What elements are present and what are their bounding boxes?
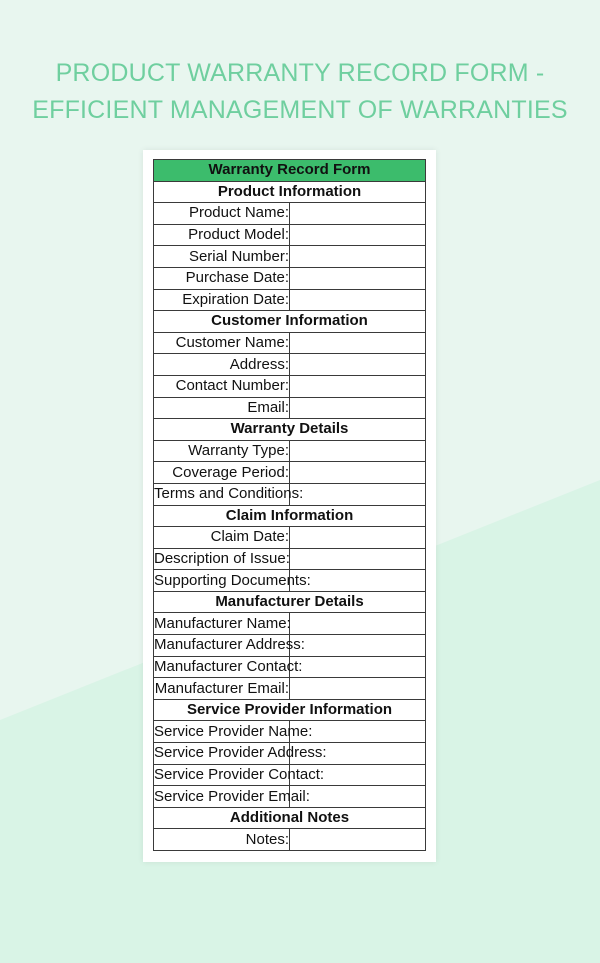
field-label: Notes: [154,829,290,851]
field-row [154,678,426,700]
field-value-cell[interactable] [290,656,426,678]
field-value-cell[interactable] [290,375,426,397]
page-title-line-1: PRODUCT WARRANTY RECORD FORM - [55,59,545,87]
field-row [154,354,426,376]
field-value-cell[interactable] [290,483,426,505]
field-label: Service Provider Address: [154,743,290,765]
field-label: Product Name: [154,203,290,225]
field-label: Purchase Date: [154,267,290,289]
field-value-cell[interactable] [290,829,426,851]
section-row [154,807,426,829]
field-row [154,375,426,397]
field-label: Serial Number: [154,246,290,268]
field-label: Claim Date: [154,527,290,549]
field-row [154,246,426,268]
field-value-cell[interactable] [290,527,426,549]
field-row [154,224,426,246]
field-label: Supporting Documents: [154,570,290,592]
field-value-cell[interactable] [290,678,426,700]
field-label: Email: [154,397,290,419]
field-row [154,743,426,765]
field-row [154,289,426,311]
field-row [154,656,426,678]
field-label: Service Provider Contact: [154,764,290,786]
field-row [154,332,426,354]
field-label: Manufacturer Address: [154,635,290,657]
field-row [154,764,426,786]
section-row [154,311,426,333]
section-row [154,699,426,721]
field-row [154,721,426,743]
field-row [154,267,426,289]
form-header: Warranty Record Form [154,160,426,182]
warranty-form-table [153,159,426,851]
field-label: Address: [154,354,290,376]
field-label: Customer Name: [154,332,290,354]
section-title: Customer Information [154,311,426,333]
field-value-cell[interactable] [290,462,426,484]
section-row [154,419,426,441]
section-row [154,181,426,203]
field-row [154,548,426,570]
field-row [154,527,426,549]
field-label: Description of Issue: [154,548,290,570]
form-sheet [143,150,436,862]
section-title: Product Information [154,181,426,203]
field-label: Product Model: [154,224,290,246]
field-value-cell[interactable] [290,440,426,462]
field-label: Manufacturer Contact: [154,656,290,678]
field-row [154,397,426,419]
section-title: Claim Information [154,505,426,527]
section-row [154,505,426,527]
field-value-cell[interactable] [290,267,426,289]
section-title: Warranty Details [154,419,426,441]
field-label: Terms and Conditions: [154,483,290,505]
field-label: Manufacturer Name: [154,613,290,635]
field-row [154,483,426,505]
warranty-form-body [154,160,426,851]
field-row [154,635,426,657]
field-row [154,462,426,484]
field-row [154,829,426,851]
field-row [154,786,426,808]
field-value-cell[interactable] [290,203,426,225]
field-label: Contact Number: [154,375,290,397]
field-row [154,570,426,592]
field-row [154,440,426,462]
field-value-cell[interactable] [290,635,426,657]
field-value-cell[interactable] [290,397,426,419]
section-title: Service Provider Information [154,699,426,721]
page-title-line-2: EFFICIENT MANAGEMENT OF WARRANTIES [32,96,568,124]
field-value-cell[interactable] [290,613,426,635]
field-value-cell[interactable] [290,548,426,570]
field-label: Expiration Date: [154,289,290,311]
page-title [0,55,600,129]
field-row [154,613,426,635]
form-header-row [154,160,426,182]
field-label: Service Provider Name: [154,721,290,743]
field-label: Warranty Type: [154,440,290,462]
field-label: Coverage Period: [154,462,290,484]
field-value-cell[interactable] [290,354,426,376]
section-title: Manufacturer Details [154,591,426,613]
field-value-cell[interactable] [290,224,426,246]
field-row [154,203,426,225]
section-title: Additional Notes [154,807,426,829]
field-value-cell[interactable] [290,786,426,808]
field-value-cell[interactable] [290,332,426,354]
field-value-cell[interactable] [290,289,426,311]
field-value-cell[interactable] [290,246,426,268]
section-row [154,591,426,613]
field-label: Manufacturer Email: [154,678,290,700]
field-label: Service Provider Email: [154,786,290,808]
